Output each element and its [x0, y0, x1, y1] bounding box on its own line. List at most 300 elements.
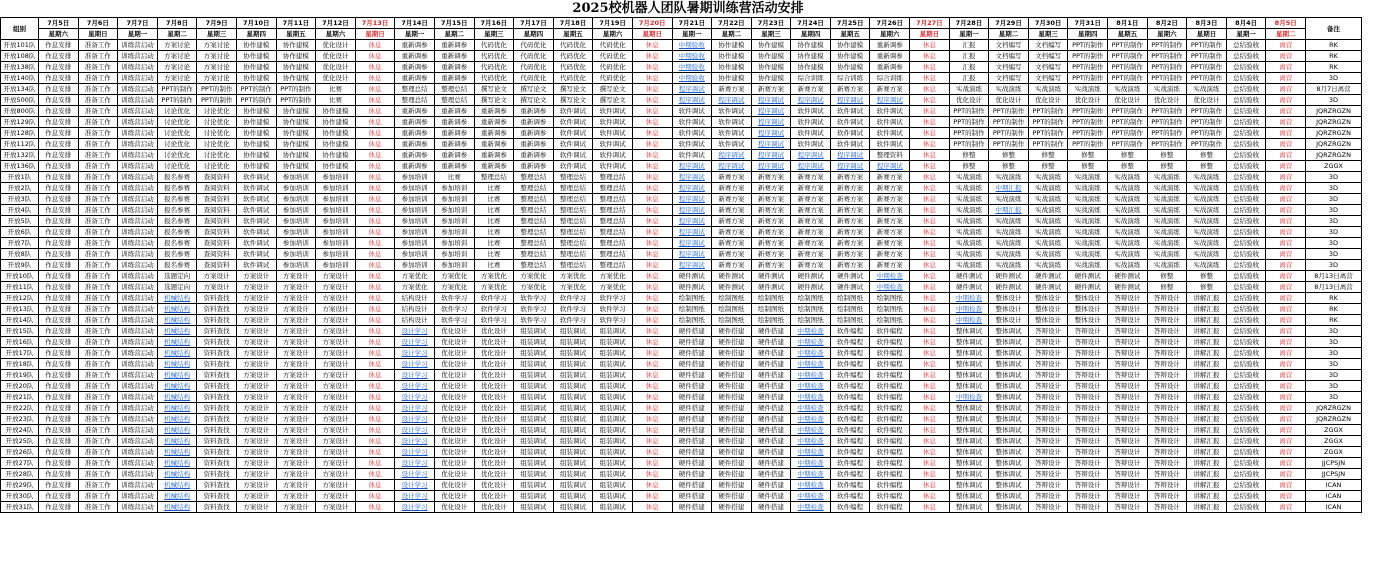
weekday-header-cell[interactable]: 星期一 — [1226, 29, 1266, 40]
group-name-cell[interactable]: 开放19队 — [1, 370, 39, 381]
activity-cell[interactable]: 组装调试 — [553, 337, 593, 348]
activity-cell[interactable]: 组装调试 — [514, 458, 554, 469]
activity-cell[interactable]: 绘制图纸 — [791, 315, 831, 326]
activity-cell[interactable]: 休息 — [355, 381, 395, 392]
activity-cell[interactable]: 休息 — [632, 139, 672, 150]
activity-cell[interactable]: 作息安排 — [39, 447, 79, 458]
activity-cell[interactable]: 休息 — [355, 392, 395, 403]
activity-cell[interactable]: 中期验收 — [672, 62, 712, 73]
date-header-cell[interactable]: 7月13日 — [355, 18, 395, 29]
activity-cell[interactable]: 休息 — [910, 216, 950, 227]
activity-cell[interactable]: 作息安排 — [39, 359, 79, 370]
activity-cell[interactable]: 硬件测试 — [1108, 282, 1148, 293]
activity-cell[interactable]: 优化设计 — [474, 425, 514, 436]
activity-cell[interactable]: PPT的制作 — [1108, 117, 1148, 128]
activity-cell[interactable]: 代码优化 — [514, 40, 554, 51]
activity-cell[interactable]: 优化设计 — [434, 458, 474, 469]
activity-cell[interactable]: 准备工作 — [78, 216, 118, 227]
note-cell[interactable]: JQRZRGZN — [1306, 150, 1362, 161]
activity-cell[interactable]: 讲解汇报 — [1187, 469, 1227, 480]
activity-cell[interactable]: 方案优化 — [553, 271, 593, 282]
activity-cell[interactable]: 绘制图纸 — [751, 304, 791, 315]
activity-cell[interactable]: 答辩设计 — [1108, 480, 1148, 491]
activity-cell[interactable]: 新赛方案 — [751, 238, 791, 249]
activity-cell[interactable]: 方案设计 — [197, 271, 237, 282]
activity-cell[interactable]: PPT的制作 — [1068, 73, 1108, 84]
activity-cell[interactable]: 协作建模 — [276, 73, 316, 84]
activity-cell[interactable]: 软件编程 — [830, 337, 870, 348]
activity-cell[interactable]: 新赛方案 — [791, 216, 831, 227]
activity-cell[interactable]: 答辩设计 — [1108, 425, 1148, 436]
activity-cell[interactable]: 软件学习 — [474, 315, 514, 326]
activity-cell[interactable]: 休息 — [910, 491, 950, 502]
activity-cell[interactable]: 设计学习 — [395, 403, 435, 414]
activity-cell[interactable]: 答辩设计 — [1147, 304, 1187, 315]
activity-cell[interactable]: 代码优化 — [474, 73, 514, 84]
activity-cell[interactable]: 重新调参 — [395, 40, 435, 51]
activity-cell[interactable]: 组装调试 — [553, 326, 593, 337]
activity-cell[interactable]: 实战演练 — [1068, 216, 1108, 227]
activity-cell[interactable]: 协作建模 — [316, 106, 356, 117]
activity-cell[interactable]: 休息 — [632, 161, 672, 172]
activity-cell[interactable]: 中期检查 — [791, 326, 831, 337]
activity-cell[interactable]: 比赛 — [474, 249, 514, 260]
activity-cell[interactable]: 讲解汇报 — [1187, 337, 1227, 348]
note-cell[interactable]: 8月13日离营 — [1306, 271, 1362, 282]
activity-cell[interactable]: 中期检查 — [791, 348, 831, 359]
activity-cell[interactable]: 准备工作 — [78, 40, 118, 51]
activity-cell[interactable]: 组装调试 — [593, 348, 633, 359]
group-name-cell[interactable]: 开放132队 — [1, 150, 39, 161]
activity-cell[interactable]: 讨论优化 — [157, 139, 197, 150]
date-header-cell[interactable]: 7月24日 — [791, 18, 831, 29]
activity-cell[interactable]: PPT的制作 — [197, 84, 237, 95]
activity-cell[interactable]: 综合训练 — [830, 73, 870, 84]
activity-cell[interactable]: 方案设计 — [197, 282, 237, 293]
activity-cell[interactable]: 重新调参 — [434, 51, 474, 62]
activity-cell[interactable]: 优化设计 — [434, 337, 474, 348]
activity-cell[interactable]: 优化设计 — [434, 414, 474, 425]
activity-cell[interactable]: 总结验收 — [1226, 271, 1266, 282]
activity-cell[interactable]: 实战演练 — [1187, 194, 1227, 205]
activity-cell[interactable]: 重新调参 — [514, 128, 554, 139]
activity-cell[interactable]: 实战演练 — [1187, 205, 1227, 216]
activity-cell[interactable]: 答辩设计 — [1147, 502, 1187, 513]
activity-cell[interactable]: 总结验收 — [1226, 216, 1266, 227]
activity-cell[interactable]: 协作建模 — [751, 51, 791, 62]
activity-cell[interactable]: 软件调试 — [672, 150, 712, 161]
activity-cell[interactable]: 方案设计 — [316, 326, 356, 337]
activity-cell[interactable]: 离营 — [1266, 40, 1306, 51]
activity-cell[interactable]: 答辩设计 — [1028, 381, 1068, 392]
activity-cell[interactable]: 绘制图纸 — [712, 315, 752, 326]
weekday-header-cell[interactable]: 星期一 — [672, 29, 712, 40]
activity-cell[interactable]: 休息 — [355, 205, 395, 216]
activity-cell[interactable]: PPT的制作 — [1108, 139, 1148, 150]
activity-cell[interactable]: 软件学习 — [593, 315, 633, 326]
activity-cell[interactable]: 中期检查 — [791, 425, 831, 436]
date-header-cell[interactable]: 7月31日 — [1068, 18, 1108, 29]
activity-cell[interactable]: 准备工作 — [78, 95, 118, 106]
activity-cell[interactable]: 讲解汇报 — [1187, 315, 1227, 326]
activity-cell[interactable]: 作息安排 — [39, 117, 79, 128]
activity-cell[interactable]: PPT的制作 — [989, 106, 1029, 117]
activity-cell[interactable]: 休息 — [632, 447, 672, 458]
activity-cell[interactable]: 设计学习 — [395, 392, 435, 403]
activity-cell[interactable]: 休息 — [910, 469, 950, 480]
activity-cell[interactable]: 软件调试 — [830, 139, 870, 150]
activity-cell[interactable]: 总结验收 — [1226, 491, 1266, 502]
activity-cell[interactable]: 程序调试 — [870, 95, 910, 106]
activity-cell[interactable]: 组装调试 — [553, 469, 593, 480]
activity-cell[interactable]: 软件编程 — [870, 480, 910, 491]
activity-cell[interactable]: 整体调试 — [949, 337, 989, 348]
activity-cell[interactable]: 参加培训 — [316, 249, 356, 260]
activity-cell[interactable]: PPT的制作 — [1147, 40, 1187, 51]
activity-cell[interactable]: 方案设计 — [276, 458, 316, 469]
activity-cell[interactable]: 协作建模 — [236, 51, 276, 62]
activity-cell[interactable]: 训练营启动 — [118, 282, 158, 293]
group-name-cell[interactable]: 开放20队 — [1, 381, 39, 392]
activity-cell[interactable]: 设计学习 — [395, 370, 435, 381]
activity-cell[interactable]: 优化设计 — [474, 458, 514, 469]
activity-cell[interactable]: 讨论优化 — [197, 117, 237, 128]
activity-cell[interactable]: 讲解汇报 — [1187, 326, 1227, 337]
activity-cell[interactable]: 方案讨论 — [197, 51, 237, 62]
activity-cell[interactable]: 新赛方案 — [751, 216, 791, 227]
activity-cell[interactable]: 休息 — [910, 293, 950, 304]
activity-cell[interactable]: 整体设计 — [989, 293, 1029, 304]
activity-cell[interactable]: 总结验收 — [1226, 304, 1266, 315]
activity-cell[interactable]: 资料查找 — [197, 447, 237, 458]
weekday-header-cell[interactable]: 星期三 — [474, 29, 514, 40]
activity-cell[interactable]: 软件学习 — [434, 315, 474, 326]
activity-cell[interactable]: 方案设计 — [276, 282, 316, 293]
activity-cell[interactable]: 硬件搭建 — [751, 502, 791, 513]
activity-cell[interactable]: 软件调试 — [236, 194, 276, 205]
activity-cell[interactable]: 报名参赛 — [157, 227, 197, 238]
activity-cell[interactable]: 训练营启动 — [118, 271, 158, 282]
activity-cell[interactable]: 程序调试 — [751, 95, 791, 106]
activity-cell[interactable]: 代码优化 — [474, 51, 514, 62]
activity-cell[interactable]: PPT的制作 — [157, 84, 197, 95]
activity-cell[interactable]: 讲解汇报 — [1187, 480, 1227, 491]
activity-cell[interactable]: 新赛方案 — [751, 194, 791, 205]
activity-cell[interactable]: 组装调试 — [553, 458, 593, 469]
activity-cell[interactable]: 设计学习 — [395, 414, 435, 425]
activity-cell[interactable]: 方案优化 — [514, 282, 554, 293]
activity-cell[interactable]: 新赛方案 — [712, 260, 752, 271]
activity-cell[interactable]: 优化设计 — [316, 62, 356, 73]
activity-cell[interactable]: 重新调参 — [434, 161, 474, 172]
weekday-header-cell[interactable]: 星期六 — [870, 29, 910, 40]
activity-cell[interactable]: 新赛方案 — [870, 172, 910, 183]
weekday-header-cell[interactable]: 星期五 — [1108, 29, 1148, 40]
activity-cell[interactable]: 优化设计 — [474, 436, 514, 447]
activity-cell[interactable]: 总结验收 — [1226, 73, 1266, 84]
activity-cell[interactable]: 讨论优化 — [157, 161, 197, 172]
note-cell[interactable]: 8月13日离营 — [1306, 282, 1362, 293]
activity-cell[interactable]: 程序调试 — [870, 161, 910, 172]
activity-cell[interactable]: 重新调参 — [395, 62, 435, 73]
activity-cell[interactable]: 重新调参 — [474, 106, 514, 117]
activity-cell[interactable]: 训练营启动 — [118, 161, 158, 172]
activity-cell[interactable]: 组装调试 — [514, 502, 554, 513]
activity-cell[interactable]: 休息 — [355, 447, 395, 458]
activity-cell[interactable]: 离营 — [1266, 84, 1306, 95]
activity-cell[interactable]: 实战演练 — [949, 249, 989, 260]
activity-cell[interactable]: 休息 — [910, 381, 950, 392]
activity-cell[interactable]: 实战演练 — [989, 194, 1029, 205]
activity-cell[interactable]: 方案设计 — [316, 480, 356, 491]
activity-cell[interactable]: 组装调试 — [593, 414, 633, 425]
activity-cell[interactable]: 准备工作 — [78, 502, 118, 513]
activity-cell[interactable]: 休息 — [355, 315, 395, 326]
activity-cell[interactable]: 优化设计 — [316, 40, 356, 51]
activity-cell[interactable]: 软件调试 — [870, 139, 910, 150]
group-name-cell[interactable]: 开放14队 — [1, 315, 39, 326]
activity-cell[interactable]: 选题定向 — [157, 271, 197, 282]
activity-cell[interactable]: 机械结构 — [157, 502, 197, 513]
activity-cell[interactable]: 讨论优化 — [197, 161, 237, 172]
activity-cell[interactable]: 休息 — [910, 40, 950, 51]
activity-cell[interactable]: 答辩设计 — [1028, 447, 1068, 458]
activity-cell[interactable]: 整理总结 — [514, 238, 554, 249]
activity-cell[interactable]: 答辩设计 — [1068, 337, 1108, 348]
activity-cell[interactable]: 硬件搭建 — [672, 359, 712, 370]
activity-cell[interactable]: 总结验收 — [1226, 458, 1266, 469]
activity-cell[interactable]: 答辩设计 — [1108, 469, 1148, 480]
activity-cell[interactable]: 整体调试 — [989, 491, 1029, 502]
activity-cell[interactable]: 硬件搭建 — [672, 348, 712, 359]
activity-cell[interactable]: 准备工作 — [78, 436, 118, 447]
activity-cell[interactable]: 硬件测试 — [989, 282, 1029, 293]
activity-cell[interactable]: 方案优化 — [514, 271, 554, 282]
activity-cell[interactable]: 休息 — [910, 62, 950, 73]
activity-cell[interactable]: 休息 — [632, 51, 672, 62]
activity-cell[interactable]: 答辩设计 — [1147, 293, 1187, 304]
activity-cell[interactable]: 离营 — [1266, 73, 1306, 84]
activity-cell[interactable]: 重新调参 — [474, 161, 514, 172]
activity-cell[interactable]: 离营 — [1266, 392, 1306, 403]
note-cell[interactable]: JQRZRGZN — [1306, 414, 1362, 425]
activity-cell[interactable]: 绘制图纸 — [830, 304, 870, 315]
activity-cell[interactable]: 软件编程 — [870, 425, 910, 436]
group-name-cell[interactable]: 开放27队 — [1, 458, 39, 469]
activity-cell[interactable]: 组装调试 — [593, 458, 633, 469]
note-cell[interactable]: ZGGX — [1306, 436, 1362, 447]
weekday-header-cell[interactable]: 星期日 — [910, 29, 950, 40]
activity-cell[interactable]: 机械结构 — [157, 304, 197, 315]
activity-cell[interactable]: 协作建模 — [712, 62, 752, 73]
activity-cell[interactable]: 离营 — [1266, 315, 1306, 326]
date-header-cell[interactable]: 8月4日 — [1226, 18, 1266, 29]
activity-cell[interactable]: 讨论优化 — [197, 106, 237, 117]
activity-cell[interactable]: 硬件搭建 — [751, 447, 791, 458]
activity-cell[interactable]: 准备工作 — [78, 425, 118, 436]
note-cell[interactable]: 3D — [1306, 260, 1362, 271]
date-header-cell[interactable]: 7月8日 — [157, 18, 197, 29]
activity-cell[interactable]: 查阅资料 — [197, 227, 237, 238]
activity-cell[interactable]: 组装调试 — [553, 447, 593, 458]
activity-cell[interactable]: 参加培训 — [316, 260, 356, 271]
activity-cell[interactable]: 整理总结 — [593, 260, 633, 271]
note-cell[interactable]: RK — [1306, 40, 1362, 51]
activity-cell[interactable]: 休息 — [355, 337, 395, 348]
activity-cell[interactable]: 整体调试 — [949, 414, 989, 425]
activity-cell[interactable]: 代码优化 — [593, 51, 633, 62]
activity-cell[interactable]: 组装调试 — [593, 469, 633, 480]
activity-cell[interactable]: 新赛方案 — [791, 249, 831, 260]
group-name-cell[interactable]: 开放3队 — [1, 194, 39, 205]
activity-cell[interactable]: 组装调试 — [553, 359, 593, 370]
activity-cell[interactable]: 训练营启动 — [118, 425, 158, 436]
activity-cell[interactable]: 程序调试 — [672, 238, 712, 249]
activity-cell[interactable]: 作息安排 — [39, 95, 79, 106]
activity-cell[interactable]: 准备工作 — [78, 293, 118, 304]
activity-cell[interactable]: 实战演练 — [1108, 216, 1148, 227]
activity-cell[interactable]: 答辩设计 — [1068, 370, 1108, 381]
activity-cell[interactable]: 休息 — [910, 282, 950, 293]
activity-cell[interactable]: 优化设计 — [316, 73, 356, 84]
activity-cell[interactable]: 新赛方案 — [791, 260, 831, 271]
activity-cell[interactable]: 休息 — [910, 315, 950, 326]
activity-cell[interactable]: 离营 — [1266, 359, 1306, 370]
activity-cell[interactable]: 总结验收 — [1226, 414, 1266, 425]
activity-cell[interactable]: 软件编程 — [830, 458, 870, 469]
activity-cell[interactable]: 准备工作 — [78, 480, 118, 491]
activity-cell[interactable]: 离营 — [1266, 414, 1306, 425]
activity-cell[interactable]: 新赛方案 — [830, 216, 870, 227]
activity-cell[interactable]: PPT的制作 — [1068, 106, 1108, 117]
activity-cell[interactable]: 休息 — [355, 469, 395, 480]
weekday-header-cell[interactable]: 星期六 — [316, 29, 356, 40]
activity-cell[interactable]: 方案优化 — [593, 271, 633, 282]
activity-cell[interactable]: 绘制图纸 — [791, 304, 831, 315]
activity-cell[interactable]: 离营 — [1266, 282, 1306, 293]
date-header-cell[interactable]: 7月28日 — [949, 18, 989, 29]
activity-cell[interactable]: 绘制图纸 — [672, 293, 712, 304]
activity-cell[interactable]: 查阅资料 — [197, 249, 237, 260]
note-cell[interactable]: RK — [1306, 51, 1362, 62]
activity-cell[interactable]: 离营 — [1266, 502, 1306, 513]
activity-cell[interactable]: 新赛方案 — [712, 227, 752, 238]
activity-cell[interactable]: 机械结构 — [157, 480, 197, 491]
activity-cell[interactable]: 绘制图纸 — [830, 315, 870, 326]
activity-cell[interactable]: 方案设计 — [236, 425, 276, 436]
activity-cell[interactable]: 协作建模 — [236, 73, 276, 84]
activity-cell[interactable]: 协作建模 — [236, 106, 276, 117]
activity-cell[interactable]: 整体设计 — [1068, 304, 1108, 315]
group-name-cell[interactable]: 开放17队 — [1, 348, 39, 359]
activity-cell[interactable]: 修整 — [1147, 271, 1187, 282]
activity-cell[interactable]: 硬件测试 — [751, 271, 791, 282]
date-header-cell[interactable]: 8月3日 — [1187, 18, 1227, 29]
activity-cell[interactable]: 参加培训 — [395, 183, 435, 194]
activity-cell[interactable]: PPT的制作 — [1187, 62, 1227, 73]
activity-cell[interactable]: 方案设计 — [236, 337, 276, 348]
activity-cell[interactable]: 答辩设计 — [1108, 458, 1148, 469]
activity-cell[interactable]: 答辩设计 — [1068, 326, 1108, 337]
activity-cell[interactable]: 休息 — [632, 458, 672, 469]
activity-cell[interactable]: 新赛方案 — [870, 183, 910, 194]
activity-cell[interactable]: 参加培训 — [395, 172, 435, 183]
activity-cell[interactable]: 重新调参 — [395, 117, 435, 128]
activity-cell[interactable]: 中期验收 — [672, 73, 712, 84]
weekday-header-cell[interactable]: 星期日 — [78, 29, 118, 40]
activity-cell[interactable]: 程序调试 — [751, 150, 791, 161]
activity-cell[interactable]: 总结验收 — [1226, 117, 1266, 128]
activity-cell[interactable]: 文档编写 — [1028, 51, 1068, 62]
activity-cell[interactable]: 休息 — [910, 139, 950, 150]
activity-cell[interactable]: 整理总结 — [514, 194, 554, 205]
activity-cell[interactable]: 软件编程 — [830, 469, 870, 480]
activity-cell[interactable]: 准备工作 — [78, 172, 118, 183]
activity-cell[interactable]: 文档编写 — [989, 40, 1029, 51]
weekday-header-cell[interactable]: 星期四 — [1068, 29, 1108, 40]
activity-cell[interactable]: 实战演练 — [1108, 238, 1148, 249]
activity-cell[interactable]: 优化设计 — [434, 425, 474, 436]
group-name-cell[interactable]: 开放138队 — [1, 62, 39, 73]
activity-cell[interactable]: 答辩设计 — [1108, 403, 1148, 414]
group-name-cell[interactable]: 开放30队 — [1, 491, 39, 502]
activity-cell[interactable]: 作息安排 — [39, 348, 79, 359]
activity-cell[interactable]: 准备工作 — [78, 194, 118, 205]
activity-cell[interactable]: 训练营启动 — [118, 491, 158, 502]
activity-cell[interactable]: 整体调试 — [949, 403, 989, 414]
activity-cell[interactable]: 组装调试 — [593, 447, 633, 458]
activity-cell[interactable]: 文档编写 — [989, 73, 1029, 84]
activity-cell[interactable]: 新赛方案 — [870, 227, 910, 238]
activity-cell[interactable]: 答辩设计 — [1108, 315, 1148, 326]
activity-cell[interactable]: 重新调参 — [434, 40, 474, 51]
activity-cell[interactable]: 实战演练 — [1147, 84, 1187, 95]
group-name-cell[interactable]: 开放21队 — [1, 392, 39, 403]
activity-cell[interactable]: 组装调试 — [593, 381, 633, 392]
activity-cell[interactable]: 重新调参 — [434, 128, 474, 139]
activity-cell[interactable]: 方案设计 — [316, 337, 356, 348]
activity-cell[interactable]: 重新调参 — [514, 150, 554, 161]
activity-cell[interactable]: 查阅资料 — [197, 216, 237, 227]
activity-cell[interactable]: 答辩设计 — [1068, 436, 1108, 447]
activity-cell[interactable]: 休息 — [355, 425, 395, 436]
activity-cell[interactable]: 协作建模 — [316, 139, 356, 150]
activity-cell[interactable]: 整理总结 — [553, 194, 593, 205]
activity-cell[interactable]: 程序调试 — [672, 227, 712, 238]
activity-cell[interactable]: 休息 — [355, 458, 395, 469]
note-cell[interactable]: 3D — [1306, 172, 1362, 183]
activity-cell[interactable]: 整理总结 — [553, 260, 593, 271]
activity-cell[interactable]: 修整 — [1187, 271, 1227, 282]
date-header-cell[interactable]: 8月5日 — [1266, 18, 1306, 29]
activity-cell[interactable]: 方案讨论 — [197, 62, 237, 73]
activity-cell[interactable]: 休息 — [355, 370, 395, 381]
activity-cell[interactable]: 设计学习 — [395, 326, 435, 337]
activity-cell[interactable]: 软件编程 — [830, 414, 870, 425]
activity-cell[interactable]: 休息 — [632, 326, 672, 337]
activity-cell[interactable]: 作息安排 — [39, 293, 79, 304]
activity-cell[interactable]: 训练营启动 — [118, 84, 158, 95]
activity-cell[interactable]: 实战演练 — [1068, 194, 1108, 205]
activity-cell[interactable]: 训练营启动 — [118, 95, 158, 106]
activity-cell[interactable]: 休息 — [910, 249, 950, 260]
activity-cell[interactable]: 协作建模 — [236, 117, 276, 128]
activity-cell[interactable]: 训练营启动 — [118, 403, 158, 414]
activity-cell[interactable]: 组装调试 — [593, 425, 633, 436]
activity-cell[interactable]: 方案设计 — [236, 315, 276, 326]
activity-cell[interactable]: 答辩设计 — [1028, 469, 1068, 480]
activity-cell[interactable]: 休息 — [632, 480, 672, 491]
